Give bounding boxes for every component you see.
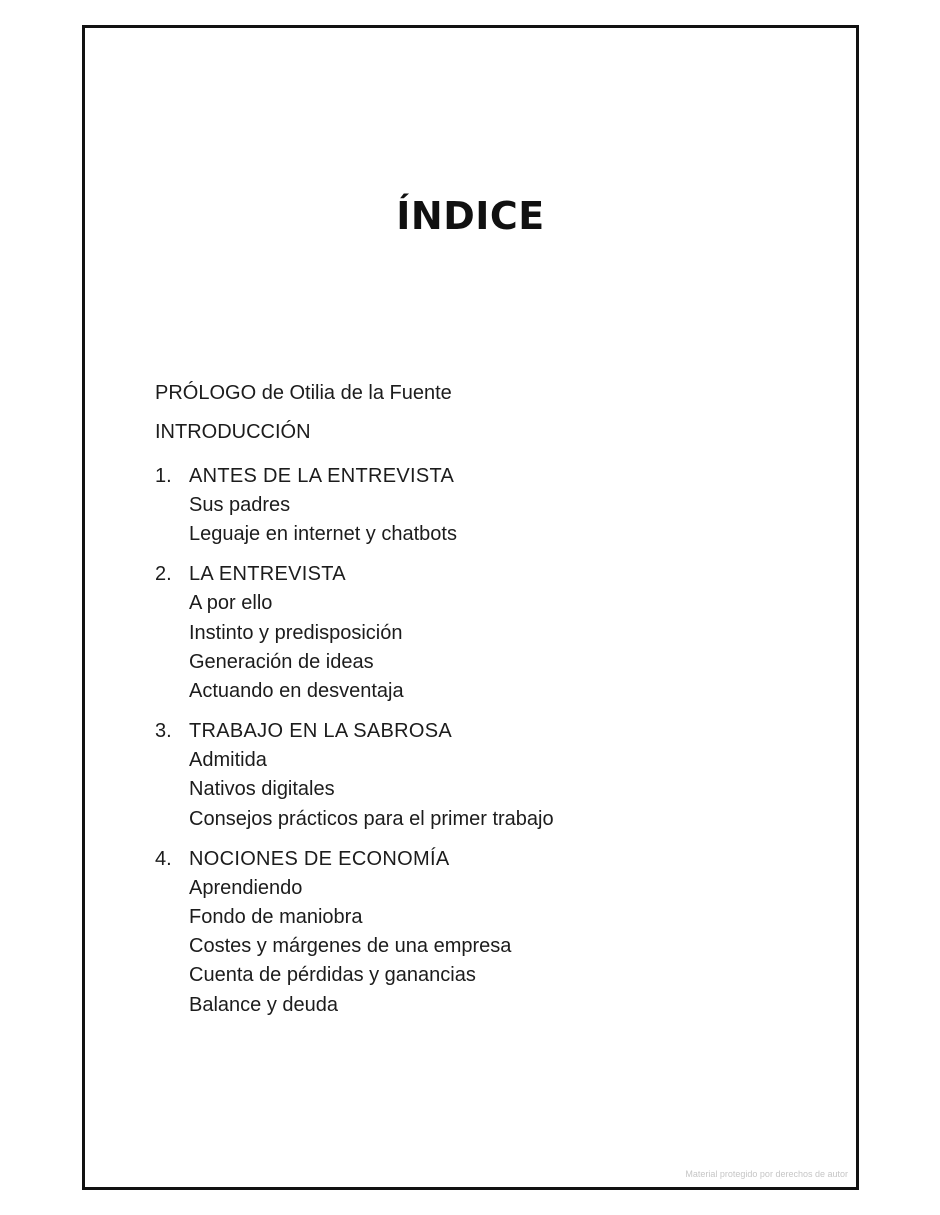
chapter-title: LA ENTREVISTA	[189, 563, 346, 586]
chapter-sections	[155, 746, 795, 834]
chapter-heading[interactable]	[155, 462, 795, 491]
copyright-watermark: Material protegido por derechos de autor	[685, 1169, 848, 1179]
chapter-heading[interactable]	[155, 717, 795, 746]
toc-section[interactable]: Balance y deuda	[189, 993, 339, 1016]
toc-section[interactable]: Fondo de maniobra	[189, 906, 363, 929]
chapter-number: 3.	[155, 720, 172, 743]
chapter-number: 1.	[155, 465, 172, 487]
chapter-heading[interactable]	[155, 845, 795, 874]
toc-section[interactable]: Costes y márgenes de una empresa	[189, 935, 512, 958]
chapter-title: NOCIONES DE ECONOMÍA	[189, 847, 450, 870]
toc-section[interactable]: Sus padres	[189, 494, 291, 516]
toc-section[interactable]: A por ello	[189, 592, 273, 615]
toc-section[interactable]: Consejos prácticos para el primer trabajo	[189, 807, 554, 830]
page-frame	[82, 25, 859, 1190]
chapter-title: TRABAJO EN LA SABROSA	[189, 720, 453, 743]
toc-chapter-3	[155, 717, 795, 834]
toc-chapter-2	[155, 560, 795, 706]
chapter-number: 2.	[155, 563, 172, 586]
toc-section[interactable]: Cuenta de pérdidas y ganancias	[189, 964, 476, 987]
chapter-heading[interactable]	[155, 560, 795, 589]
chapter-title: ANTES DE LA ENTREVISTA	[189, 465, 455, 487]
toc-section[interactable]: Aprendiendo	[189, 876, 303, 899]
toc-chapter-4	[155, 845, 795, 1020]
toc-prologue[interactable]: PRÓLOGO de Otilia de la Fuente	[155, 382, 452, 404]
chapter-sections	[155, 874, 795, 1020]
chapter-number: 4.	[155, 847, 172, 870]
chapter-sections	[155, 491, 795, 549]
toc-section[interactable]: Generación de ideas	[189, 650, 374, 673]
toc-chapter-1	[155, 462, 795, 549]
table-of-contents	[155, 384, 795, 1020]
page-title: ÍNDICE	[396, 194, 545, 238]
toc-section[interactable]: Admitida	[189, 749, 267, 772]
toc-section[interactable]: Leguaje en internet y chatbots	[189, 523, 457, 546]
toc-section[interactable]: Actuando en desventaja	[189, 680, 404, 703]
toc-section[interactable]: Instinto y predisposición	[189, 621, 403, 644]
toc-introduction[interactable]: INTRODUCCIÓN	[155, 421, 311, 443]
chapter-sections	[155, 589, 795, 706]
toc-section[interactable]: Nativos digitales	[189, 778, 335, 801]
